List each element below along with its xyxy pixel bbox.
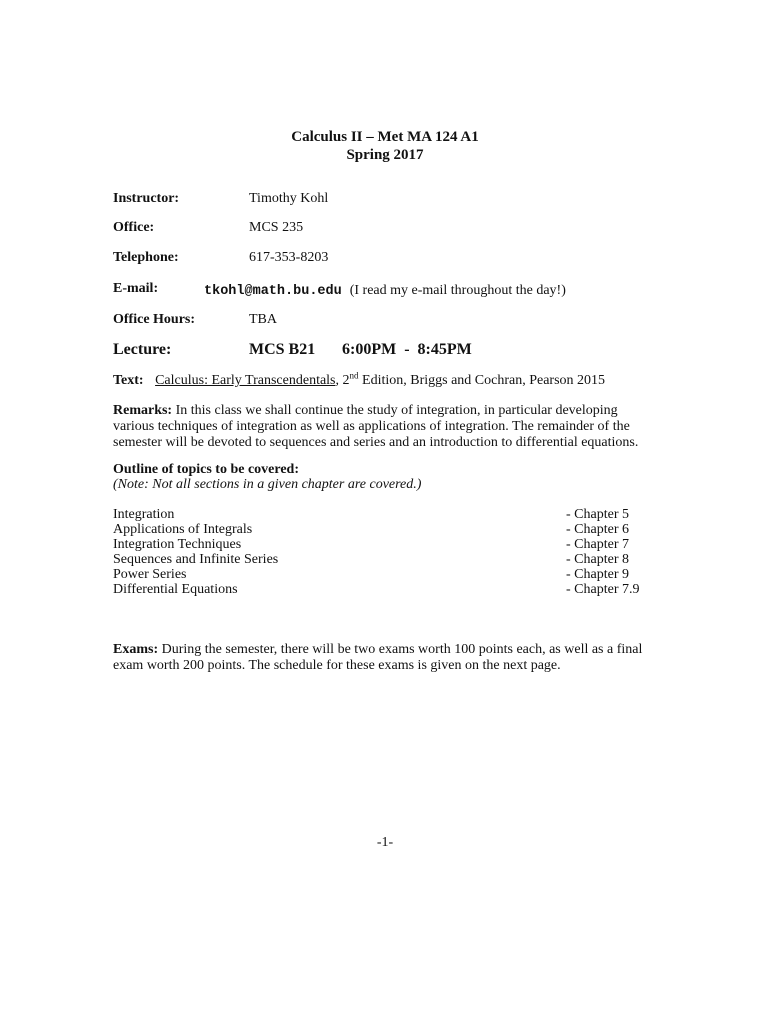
lecture-room: MCS B21 (249, 341, 316, 358)
topic-chapter: - Chapter 7.9 (566, 582, 640, 597)
outline-note: (Note: Not all sections in a given chapter are covered.) (113, 477, 422, 492)
remarks-line-3: semester will be devoted to sequences and series and an introduction to differential equations. (113, 435, 639, 450)
topic-row (113, 522, 641, 537)
topic-chapter: - Chapter 7 (566, 537, 629, 552)
topic-chapter: - Chapter 9 (566, 567, 629, 582)
topic-row (113, 537, 641, 552)
email-address[interactable]: tkohl@math.bu.edu (204, 284, 342, 299)
office-hours-label: Office Hours: (113, 312, 196, 327)
topic-name: Integration Techniques (113, 537, 242, 552)
telephone-value: 617-353-8203 (249, 250, 329, 265)
topic-name: Differential Equations (113, 582, 238, 597)
textbook-title: Calculus: Early Transcendentals (155, 373, 336, 388)
telephone-label: Telephone: (113, 250, 179, 265)
remarks-label: Remarks: (113, 403, 173, 418)
lecture-time: 6:00PM - 8:45PM (342, 341, 472, 358)
exams-paragraph (113, 642, 643, 674)
lecture-label: Lecture: (113, 341, 172, 358)
page-number: -1- (376, 835, 394, 850)
topic-name: Sequences and Infinite Series (113, 552, 279, 567)
instructor-value: Timothy Kohl (249, 191, 329, 206)
textbook-edition-suffix: nd (349, 370, 359, 381)
textbook-details: Edition, Briggs and Cochran, Pearson 2015 (358, 373, 606, 388)
office-hours-value: TBA (249, 312, 277, 327)
topic-chapter: - Chapter 6 (566, 522, 629, 537)
topic-chapter: - Chapter 5 (566, 507, 629, 522)
term-subtitle: Spring 2017 (346, 147, 424, 163)
topic-row (113, 582, 641, 597)
topic-row (113, 507, 641, 522)
email-line (204, 281, 566, 299)
topic-name: Power Series (113, 567, 187, 582)
remarks-line-1: In this class we shall continue the study of integration, in particular developing (175, 403, 618, 418)
office-value: MCS 235 (249, 220, 304, 235)
exams-line-1: During the semester, there will be two exams worth 100 points each, as well as a final (161, 642, 643, 657)
topic-name: Integration (113, 507, 175, 522)
remarks-paragraph (113, 403, 643, 451)
email-label: E-mail: (113, 281, 159, 296)
topic-row (113, 567, 641, 582)
textbook-label: Text: (113, 373, 144, 388)
textbook-line (113, 370, 606, 389)
instructor-label: Instructor: (113, 191, 180, 206)
textbook-edition-number: 2 (342, 373, 350, 388)
office-label: Office: (113, 220, 155, 235)
topic-chapter: - Chapter 8 (566, 552, 629, 567)
page-title: Calculus II – Met MA 124 A1 (291, 129, 479, 145)
exams-label: Exams: (113, 642, 159, 657)
topic-name: Applications of Integrals (113, 522, 253, 537)
email-note: (I read my e-mail throughout the day!) (349, 283, 566, 298)
topic-row (113, 552, 641, 567)
exams-line-2: exam worth 200 points. The schedule for these exams is given on the next page. (113, 658, 561, 673)
textbook-comma: , (335, 373, 343, 388)
outline-heading: Outline of topics to be covered: (113, 462, 299, 477)
remarks-line-2: various techniques of integration as well as applications of integration. The remainder of the (113, 419, 630, 434)
